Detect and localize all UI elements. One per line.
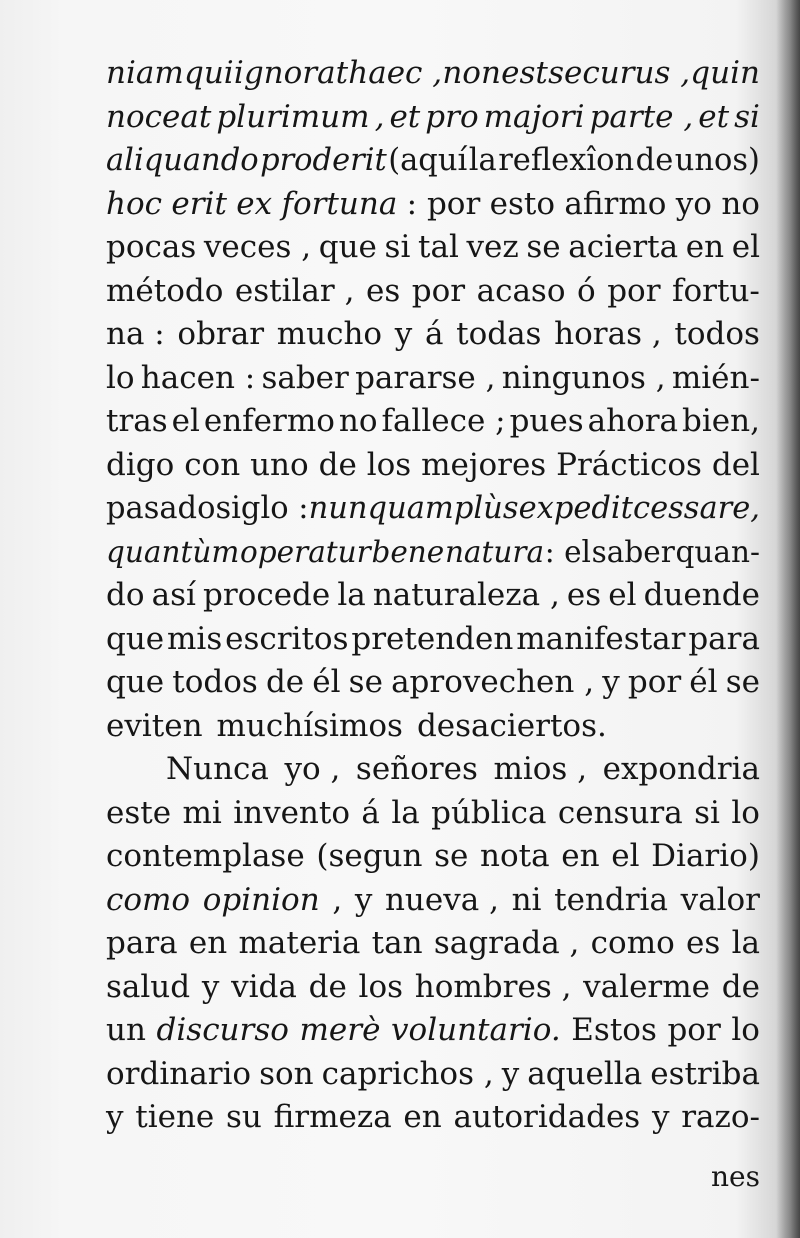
word: aliquando [106,143,259,178]
word: se [725,664,760,700]
word: uno [250,446,309,483]
word: por [667,1012,721,1048]
text-line [106,139,760,183]
word: nunquam [308,491,454,526]
word: contemplase [106,838,305,874]
word: mis [167,620,223,657]
word: opinion [202,881,320,918]
word: hacen : [140,359,256,396]
word: si [734,98,760,135]
word: do [106,577,145,613]
catchword: nes [711,1160,760,1193]
text-line [106,487,760,531]
word: escritos [225,620,349,657]
word: quin [690,55,760,91]
text-line [106,792,760,836]
word: si [694,794,720,831]
word: son [259,1055,314,1092]
text-line [106,96,760,140]
word: razo- [681,1099,760,1135]
word: pararse , [355,359,496,396]
word: mi [182,794,222,831]
word: para [106,925,178,961]
word: quantùm [106,534,240,569]
word: lo [731,1012,760,1048]
word: los [358,968,404,1005]
page-edge-shadow [776,0,800,1238]
word: método [106,272,224,309]
word: bien, [682,403,760,439]
word: valerme [583,968,710,1005]
word: digo [106,446,175,483]
text-line [106,226,760,270]
text-line [106,357,760,401]
word: et [698,98,730,135]
word: que [106,620,165,657]
text-line [106,183,760,227]
word: siglo : [215,491,309,526]
word: expondria [602,751,760,787]
word: na : [106,316,165,352]
word: , [332,881,343,918]
word: afirmo [564,185,667,222]
word: qui [183,55,234,91]
word: horas , [554,316,662,352]
word: natura [444,534,545,569]
word: pocas [106,229,197,265]
word: hoc [106,185,162,222]
word: (segun [316,838,423,874]
word: señores [355,751,478,787]
text-line [106,966,760,1010]
word: vida [231,968,297,1005]
word: por [607,272,661,309]
word: los [366,446,412,483]
word: unos) [674,143,760,178]
text-line [106,748,760,792]
word: operatur [240,534,371,569]
word: haec , [348,55,443,91]
text-line [106,1053,760,1097]
word: tal [418,229,459,265]
word: vez [466,229,519,265]
text-line [106,1096,760,1140]
text-line [106,531,760,575]
word: plurimum [216,98,370,135]
word: Estos [571,1012,657,1048]
word: pública [431,794,547,831]
word: en [685,229,725,265]
word: duende [643,577,760,613]
word: acaso [476,272,566,309]
word: á [361,794,380,831]
word: parte , [589,98,694,135]
word: cessare, [633,491,760,526]
word: autoridades [453,1099,641,1135]
word: (aquí [388,143,468,178]
word: por [627,664,682,700]
word: para [688,620,760,657]
word: la [391,794,420,831]
word: y [651,1099,670,1135]
word: es [566,577,602,613]
word: tiene [135,1099,215,1135]
word: y [201,968,220,1005]
word: mejores [421,446,547,483]
word: la [468,143,497,178]
word: Prácticos [556,446,702,483]
word: es [365,272,401,309]
word: con [184,446,241,483]
word: á [424,316,444,352]
word: niam [106,55,184,91]
word: de [318,446,357,483]
word: todas [456,316,542,352]
word: en [188,925,228,961]
body-text [106,52,760,1140]
word: ni [511,881,542,918]
word: así [151,577,196,613]
text-line [106,705,760,749]
word: eviten [106,707,203,744]
word: el [608,577,637,613]
word: ahora [587,403,679,439]
word: materia [238,925,361,961]
word: si [384,229,411,265]
word: Diario) [651,838,760,874]
word: sagrada , [433,925,580,961]
word: ex [236,185,273,222]
word: no [721,185,760,222]
word: fortuna [281,185,398,222]
word: et [389,98,421,135]
word: salud [106,968,191,1005]
word: est [501,55,548,91]
word: y [602,664,620,700]
word: que [318,229,377,265]
word: todos [172,664,258,700]
word: pasado [106,491,216,526]
text-line [106,52,760,96]
word: fallece ; [381,403,506,439]
word: tendria [554,881,668,918]
word: caprichos , [321,1055,494,1092]
word: mios , [493,751,588,787]
word: del [711,446,760,483]
word: tras [106,403,168,439]
word: y [354,881,373,918]
word: veces , [203,229,312,265]
word: invento [233,794,351,831]
word: pro [425,98,479,135]
word: y [394,316,413,352]
word: mién- [671,359,760,396]
word: nota [480,838,550,874]
word: ordinario [106,1055,252,1092]
word: saber [261,359,349,396]
word: se [348,664,383,700]
word: no [338,403,378,439]
word: de [308,968,347,1005]
text-line [106,879,760,923]
word: acierta [568,229,679,265]
word: se [526,229,561,265]
word: obrar [177,316,265,352]
word: naturaleza , [372,577,560,613]
word: proderit [260,143,387,178]
word: majori [483,98,585,135]
text-line [106,835,760,879]
word: se [434,838,469,874]
word: manifestar [516,620,686,657]
word: esto [489,185,556,222]
word: ningunos , [501,359,666,396]
word: de [721,968,760,1005]
word: reflexîon [498,143,635,178]
word: él [312,664,341,700]
word: , [374,98,385,135]
word: censura [557,794,683,831]
text-line [106,574,760,618]
word: : el [544,534,591,569]
word: aprovechen , [391,664,595,700]
word: y [106,1099,124,1135]
word: el [171,403,200,439]
text-line [106,922,760,966]
text-line [106,444,760,488]
word: firmeza [273,1099,392,1135]
text-line [106,270,760,314]
word: valor [680,881,760,918]
word: estilar , [234,272,355,309]
word: todos [674,316,760,352]
word: : por [406,185,481,222]
word: pues [509,403,584,439]
word: fortu- [672,272,760,309]
word: yo [675,185,712,222]
text-line [106,661,760,705]
word: erit [171,185,227,222]
word: la [337,577,366,613]
word: por [411,272,466,309]
word: como [106,881,191,918]
word: su [226,1099,262,1135]
word: bene [371,534,445,569]
word: mucho [276,316,383,352]
word: discurso [156,1012,289,1048]
word: saber [591,534,675,569]
word: lo [731,794,760,831]
word: ó [577,272,596,309]
word: noceat [106,98,212,135]
word: que [106,664,165,700]
word: lo [106,359,135,396]
word: desaciertos. [416,707,607,744]
word: aquella [527,1055,643,1092]
word: un [106,1012,146,1048]
word: non [442,55,501,91]
word: nueva , [384,881,499,918]
word: enfermo [203,403,335,439]
word: hombres , [414,968,572,1005]
word: tan [371,925,423,961]
word: el [611,838,640,874]
word: en [403,1099,442,1135]
word: y [501,1055,520,1092]
word: de [265,664,305,700]
word: ignorat [233,55,349,91]
word: Nunca [166,751,269,787]
word: expedit [518,491,633,526]
word: merè [299,1012,381,1048]
word: voluntario. [391,1012,561,1048]
text-line [106,400,760,444]
word: este [106,794,172,831]
text-line [106,618,760,662]
text-line [106,1009,760,1053]
word: plùs [453,491,519,526]
word: pretenden [351,620,514,657]
word: yo , [284,751,341,787]
word: de [635,143,674,178]
word: quan- [675,534,760,569]
text-line [106,313,760,357]
word: muchísimos [216,707,403,744]
word: es [686,925,721,961]
word: él [689,664,718,700]
word: estriba [650,1055,760,1092]
word: en [561,838,600,874]
word: el [731,229,760,265]
word: la [731,925,760,961]
word: securus , [548,55,691,91]
word: como [590,925,675,961]
word: procede [203,577,331,613]
